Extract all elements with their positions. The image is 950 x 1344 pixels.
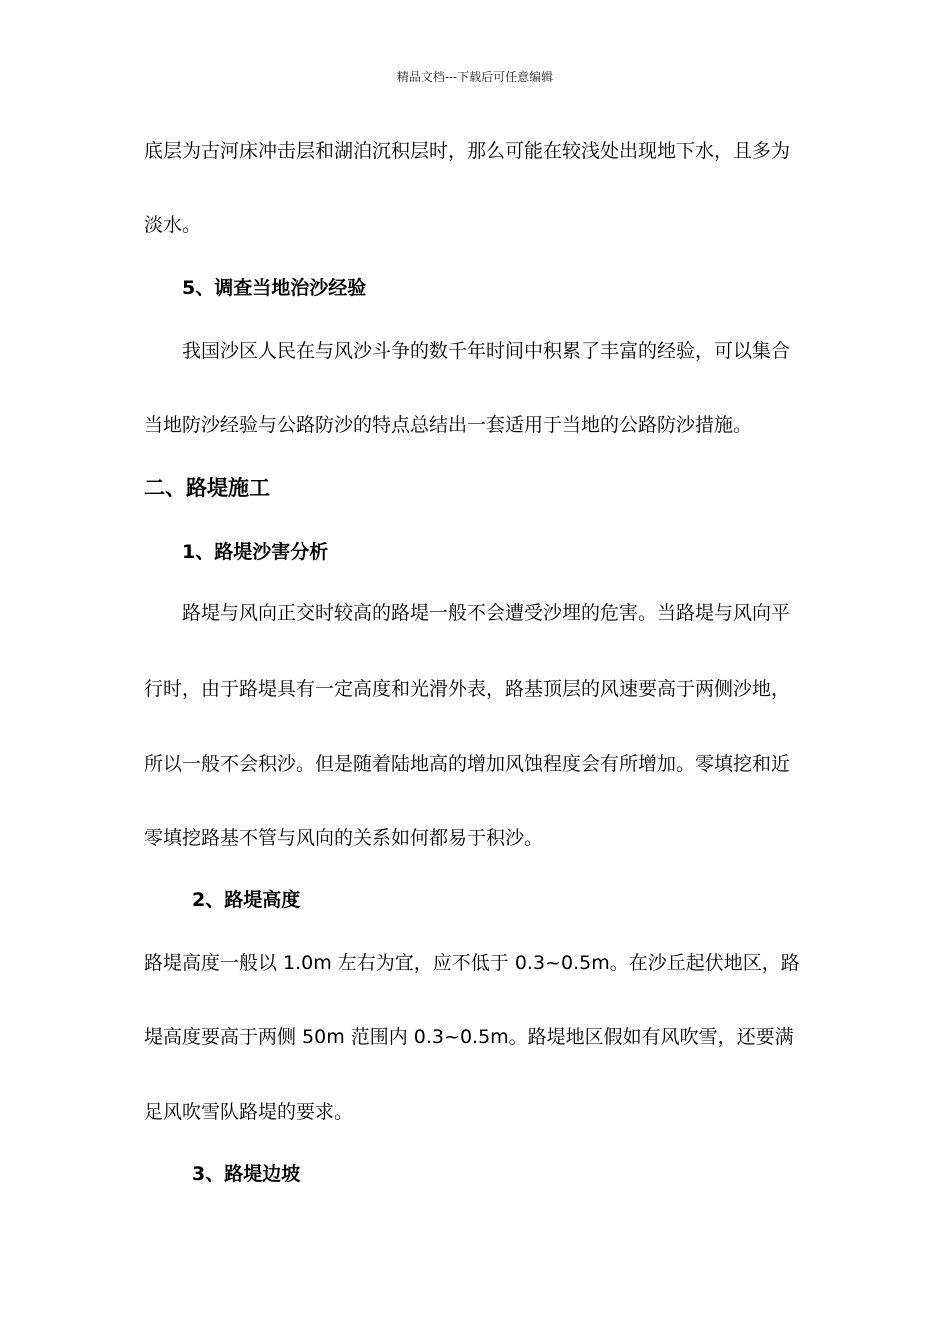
subheading-3: 3、路堤边坡 xyxy=(192,1163,301,1185)
paragraph-line: 淡水。 xyxy=(144,214,202,236)
page-header: 精品文档---下载后可任意编辑 xyxy=(396,70,554,84)
paragraph-line: 所以一般不会积沙。但是随着陆地高的增加风蚀程度会有所增加。零填挖和近 xyxy=(144,753,791,775)
paragraph-line: 当地防沙经验与公路防沙的特点总结出一套适用于当地的公路防沙措施。 xyxy=(144,414,753,436)
paragraph-line: 行时，由于路堤具有一定高度和光滑外表，路基顶层的风速要高于两侧沙地， xyxy=(144,678,791,700)
paragraph-line: 路堤与风向正交时较高的路堤一般不会遭受沙埋的危害。当路堤与风向平 xyxy=(182,602,791,624)
subheading-1: 1、路堤沙害分析 xyxy=(182,541,329,563)
subheading-5: 5、调查当地治沙经验 xyxy=(182,277,367,299)
paragraph-line: 堤高度要高于两侧 50m 范围内 0.3~0.5m。路堤地区假如有风吹雪，还要满 xyxy=(144,1026,794,1048)
paragraph-line: 路堤高度一般以 1.0m 左右为宜，应不低于 0.3~0.5m。在沙丘起伏地区，路 xyxy=(144,952,800,974)
paragraph-line: 底层为古河床冲击层和湖泊沉积层时，那么可能在较浅处出现地下水，且多为 xyxy=(144,140,791,162)
paragraph-line: 零填挖路基不管与风向的关系如何都易于积沙。 xyxy=(144,827,544,849)
paragraph-line: 我国沙区人民在与风沙斗争的数千年时间中积累了丰富的经验，可以集合 xyxy=(182,340,791,362)
subheading-2: 2、路堤高度 xyxy=(192,889,301,911)
section-heading: 二、路堤施工 xyxy=(144,476,270,500)
paragraph-line: 足风吹雪队路堤的要求。 xyxy=(144,1101,354,1123)
